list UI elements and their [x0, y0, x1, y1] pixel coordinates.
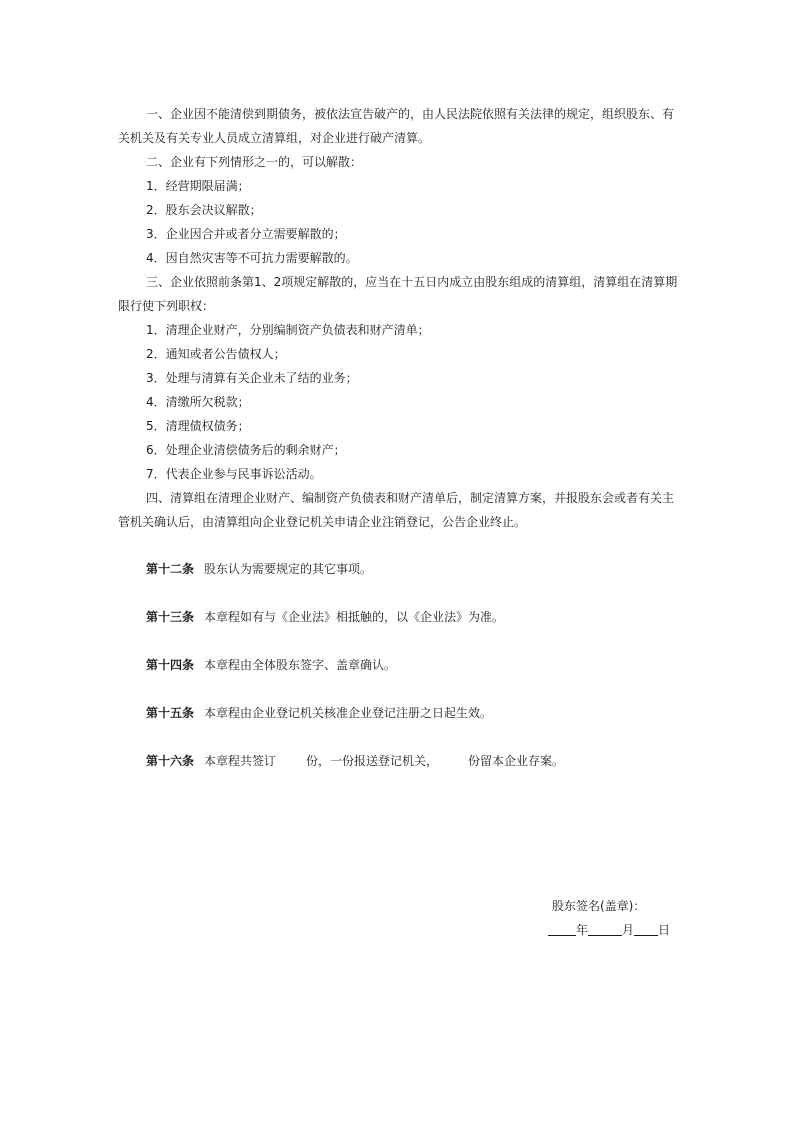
article-heading: 第十五条 [146, 706, 195, 720]
article-text: 股东认为需要规定的其它事项。 [204, 562, 373, 576]
list-item: 6．处理企业清偿债务后的剩余财产； [146, 443, 346, 457]
list-item: 2．通知或者公告债权人； [146, 347, 286, 361]
clause-paragraph-2: 二、企业有下列情形之一的，可以解散： [146, 155, 363, 169]
list-item: 7．代表企业参与民事诉讼活动。 [146, 467, 322, 481]
day-label: 日 [658, 923, 671, 937]
article-heading: 第十六条 [146, 754, 195, 768]
year-label: 年 [576, 923, 589, 937]
article-heading: 第十四条 [146, 658, 195, 672]
list-item: 3．企业因合并或者分立需要解散的； [146, 227, 346, 241]
article-heading: 第十二条 [146, 562, 195, 576]
month-label: 月 [622, 923, 635, 937]
article-text: 本章程由企业登记机关核准企业登记注册之日起生效。 [204, 706, 493, 720]
article-16 [118, 749, 678, 773]
article-text: 本章程如有与《企业法》相抵触的，以《企业法》为准。 [204, 610, 505, 624]
list-item: 3．处理与清算有关企业未了结的业务； [146, 371, 358, 385]
article-heading: 第十三条 [146, 610, 195, 624]
list-item: 1．清理企业财产，分别编制资产负债表和财产清单； [146, 323, 430, 337]
article-text-a: 本章程共签订 [204, 754, 277, 768]
list-item: 5．清理债权债务； [146, 419, 250, 433]
clause-paragraph-1: 一、企业因不能清偿到期债务，被依法宣告破产的，由人民法院依照有关法律的规定，组织股东、有关机关及有关专业人员成立清算组，对企业进行破产清算。 [118, 107, 675, 145]
signature-label: 股东签名(盖章)： [552, 899, 646, 913]
list-item: 4．清缴所欠税款； [146, 395, 250, 409]
article-15 [118, 701, 678, 725]
clause-paragraph-4: 四、清算组在清理企业财产、编制资产负债表和财产清单后，制定清算方案，并报股东会或者有关主管机关确认后，由清算组向企业登记机关申请企业注销登记，公告企业终止。 [118, 491, 675, 529]
article-14 [118, 653, 678, 677]
article-12 [118, 557, 678, 581]
article-text: 本章程由全体股东签字、盖章确认。 [204, 658, 397, 672]
day-blank [634, 921, 658, 936]
list-item: 1．经营期限届满； [146, 179, 250, 193]
list-item: 2．股东会决议解散； [146, 203, 262, 217]
list-item: 4．因自然灾害等不可抗力需要解散的。 [146, 251, 358, 265]
clause-paragraph-3: 三、企业依照前条第1、2项规定解散的，应当在十五日内成立由股东组成的清算组，清算组在清算期限行使下列职权： [118, 275, 678, 313]
year-blank [548, 921, 576, 936]
article-text-b: 份，一份报送登记机关， [306, 754, 439, 768]
article-text-c: 份留本企业存案。 [468, 754, 565, 768]
signature-date-line [548, 918, 670, 942]
document-body [118, 102, 678, 773]
month-blank [588, 921, 622, 936]
article-13 [118, 605, 678, 629]
